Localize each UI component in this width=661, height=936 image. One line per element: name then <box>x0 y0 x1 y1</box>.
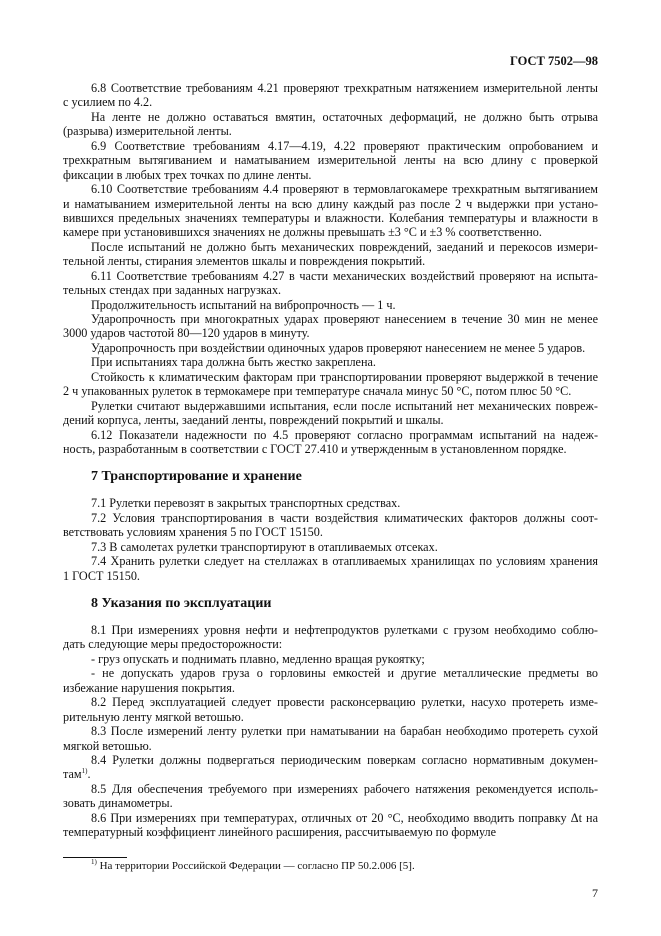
text-line: мягкой ветошью. <box>63 738 152 753</box>
text-line: После испытаний не должно быть механических повреждений, заеданий и перекосов измери- <box>91 239 598 254</box>
paragraph <box>63 782 598 811</box>
text-line: Стойкость к климатическим факторам при транспортировании проверяют выдержкой в течение <box>91 369 598 384</box>
paragraph <box>63 399 598 428</box>
text-line: избежание нарушения покрытия. <box>63 680 235 695</box>
text-line: зовать динамометры. <box>63 796 173 811</box>
page-number: 7 <box>592 886 598 900</box>
text-line: Ударопрочность при воздействии одиночных ударов проверяют нанесением не менее 5 ударов. <box>91 340 586 355</box>
paragraph <box>63 496 598 510</box>
text-line: температурный коэффициент линейного расширения, рассчитываемую по формуле <box>63 825 497 840</box>
paragraph <box>63 298 598 312</box>
section-6-paragraphs <box>63 81 598 456</box>
document-body <box>63 81 598 840</box>
paragraph <box>63 724 598 753</box>
text-line: с усилием по 4.2. <box>63 95 153 110</box>
text-line: ветствовать условиям хранения 5 по ГОСТ 15150. <box>63 525 323 540</box>
paragraph <box>63 753 598 782</box>
text-line: - не допускать ударов груза о горловины емкостей и другие металлические предметы во <box>91 666 598 681</box>
text-line: дать следующие меры предосторожности: <box>63 637 283 652</box>
text-line: При испытаниях тара должна быть жестко закреплена. <box>91 355 376 370</box>
text-line: 7.2 Условия транспортирования в части воздействия климатических факторов должны соот- <box>91 510 598 525</box>
text-line: 8.6 При измерениях при температурах, отличных от 20 °С, необходимо вводить поправку Δt на <box>91 810 598 825</box>
paragraph <box>63 554 598 583</box>
text-line: 6.10 Соответствие требованиям 4.4 проверяют в термовлагокамере трехкратным вытягиванием <box>91 182 598 197</box>
paragraph <box>63 428 598 457</box>
section-8-paragraphs <box>63 623 598 840</box>
footnote-text: На территории Российской Федерации — согласно ПР 50.2.006 [5]. <box>99 860 415 872</box>
text-line: 7.3 В самолетах рулетки транспортируют в отапливаемых отсеках. <box>91 539 438 554</box>
paragraph <box>63 666 598 695</box>
paragraph <box>63 695 598 724</box>
text-line: трехкратным вытягиванием и наматыванием измерительной ленты на всю длину с проверкой <box>63 153 598 168</box>
footnote <box>91 860 415 872</box>
text-line: ность, разработанным в соответствии с ГОСТ 27.410 и утвержденным в установленном порядке. <box>63 441 567 456</box>
paragraph <box>63 341 598 355</box>
paragraph <box>63 811 598 840</box>
text-line: На ленте не должно оставаться вмятин, остаточных деформаций, не должно быть отрыва <box>91 109 598 124</box>
paragraph <box>63 355 598 369</box>
text-line: 7.1 Рулетки перевозят в закрытых транспортных средствах. <box>91 496 401 511</box>
text-line: (разрыва) измерительной ленты. <box>63 124 232 139</box>
text-line: 6.8 Соответствие требованиям 4.21 проверяют трехкратным натяжением измерительной ленты <box>91 81 598 95</box>
paragraph <box>63 511 598 540</box>
paragraph <box>63 110 598 139</box>
paragraph <box>63 81 598 110</box>
section-7-heading: 7 Транспортирование и хранение <box>91 469 302 485</box>
text-line: там$^{1)}$. <box>63 767 91 782</box>
text-line: 8.1 При измерениях уровня нефти и нефтепродуктов рулетками с грузом необходимо соблю- <box>91 623 598 637</box>
text-line: тельных стендах при заданных нагрузках. <box>63 283 282 298</box>
text-line: - груз опускать и поднимать плавно, медленно вращая рукоятку; <box>91 651 425 666</box>
text-line: 6.9 Соответствие требованиям 4.17—4.19, 4.22 проверяют практическим опробованием и <box>91 138 598 153</box>
text-line: Ударопрочность при многократных ударах проверяют нанесением в течение 30 мин не менее <box>91 312 598 326</box>
text-line: дений корпуса, ленты, заеданий ленты, повреждений покрытий и шкалы. <box>63 413 444 428</box>
text-line: рительную ленту мягкой ветошью. <box>63 709 244 724</box>
section-8-heading: 8 Указания по эксплуатации <box>91 596 272 611</box>
text-line: 8.3 После измерений ленту рулетки при наматывании на барабан необходимо протереть сухой <box>91 724 598 739</box>
document-code-header: ГОСТ 7502—98 <box>509 54 598 68</box>
text-line: Рулетки считают выдержавшими испытания, если после испытаний нет механических повреж- <box>91 398 598 413</box>
text-line: 1 ГОСТ 15150. <box>63 568 140 583</box>
paragraph <box>63 540 598 554</box>
paragraph <box>63 370 598 399</box>
paragraph <box>63 240 598 269</box>
section-7-paragraphs <box>63 496 598 583</box>
paragraph <box>63 269 598 298</box>
text-line: 8.5 Для обеспечения требуемого при измерениях рабочего натяжения рекомендуется исполь- <box>91 781 598 796</box>
text-line: 6.11 Соответствие требованиям 4.27 в части механических воздействий проверяют на испыта- <box>91 268 598 283</box>
text-line: 7.4 Хранить рулетки следует на стеллажах в отапливаемых хранилищах по условиям хранения <box>91 554 598 569</box>
paragraph <box>63 652 598 666</box>
text-line: и наматыванием измерительной ленты на всю длину каждый раз после 2 ч выдержки при устано- <box>63 196 598 211</box>
text-line: камере при установившихся значениях не должны превышать ±3 °С и ±3 % соответственно. <box>63 225 542 240</box>
footnote-reference: 1) <box>81 767 88 776</box>
text-line: 6.12 Показатели надежности по 4.5 проверяют согласно программам испытаний на надеж- <box>91 427 598 442</box>
paragraph <box>63 312 598 341</box>
text-line: 8.4 Рулетки должны подвергаться периодическим поверкам согласно нормативным докумен- <box>91 752 598 767</box>
text-line: фиксации в любых трех точках по длине ленты. <box>63 167 312 182</box>
paragraph <box>63 182 598 240</box>
text-line: Продолжительность испытаний на вибропрочность — 1 ч. <box>91 297 396 312</box>
text-line: вившихся предельных значениях температуры и влажности. Колебания температуры и влажности в <box>63 210 598 225</box>
paragraph <box>63 623 598 652</box>
footnote-marker: 1) <box>91 858 97 866</box>
text-line: 8.2 Перед эксплуатацией следует провести расконсервацию рулетки, насухо протереть изме- <box>91 695 598 710</box>
text-line: тельной ленты, стирания элементов шкалы и повреждения покрытий. <box>63 254 426 269</box>
paragraph <box>63 139 598 182</box>
text-line: 2 ч упакованных рулеток в термокамере при температуре сначала минус 50 °С, потом плюс 50 °С. <box>63 384 572 399</box>
text-line: 3000 ударов частотой 80—120 ударов в минуту. <box>63 326 310 341</box>
